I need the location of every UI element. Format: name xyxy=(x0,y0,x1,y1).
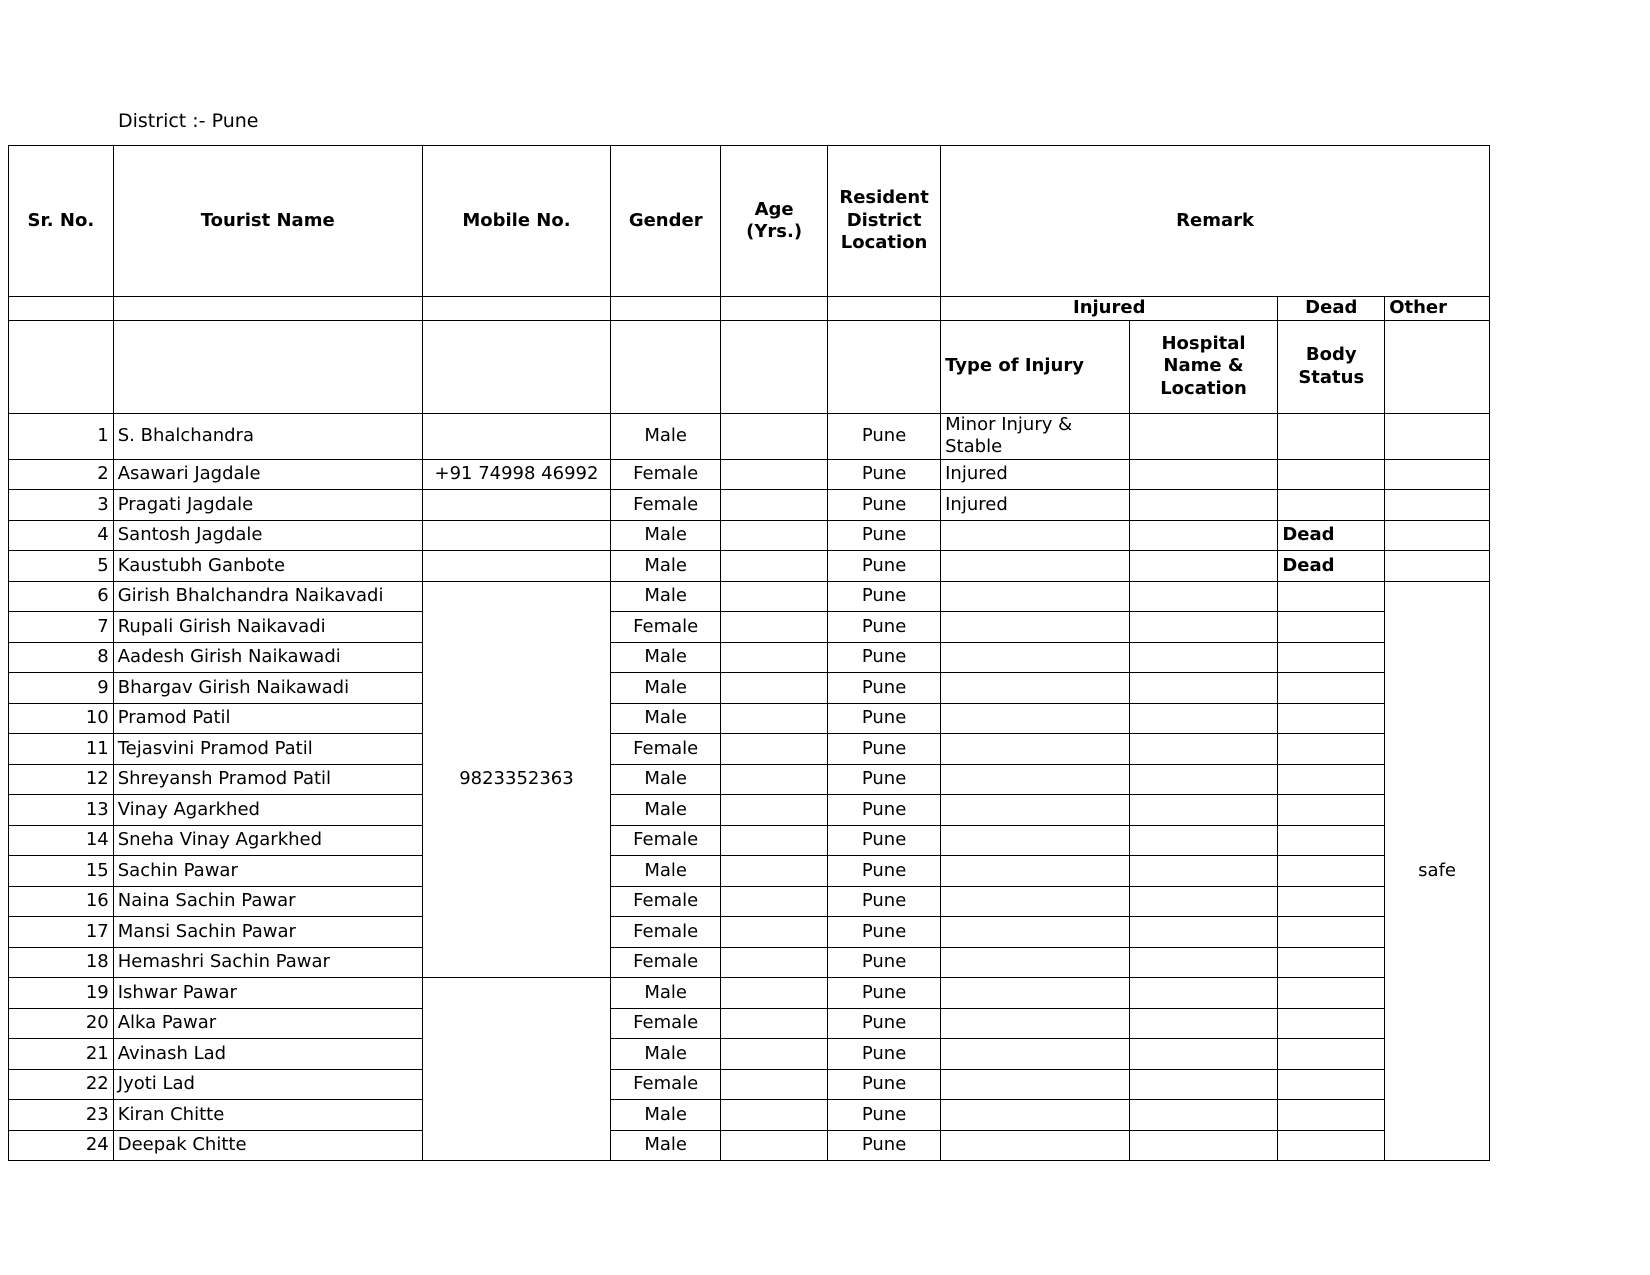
cell-gender: Male xyxy=(611,703,721,734)
cell-hospital xyxy=(1129,1039,1278,1070)
cell-tourist-name: Rupali Girish Naikavadi xyxy=(113,612,422,643)
cell-hospital xyxy=(1129,459,1278,490)
cell-body-status xyxy=(1278,947,1385,978)
table-row xyxy=(9,1069,1490,1100)
cell-sr-no: 21 xyxy=(9,1039,114,1070)
cell-gender: Female xyxy=(611,490,721,521)
header-row-groups xyxy=(9,297,1490,321)
cell-mobile-no xyxy=(422,520,611,551)
cell-age xyxy=(721,1069,828,1100)
cell-age xyxy=(721,459,828,490)
cell-hospital xyxy=(1129,703,1278,734)
cell-sr-no: 1 xyxy=(9,413,114,459)
cell-other xyxy=(1385,520,1490,551)
table-row xyxy=(9,551,1490,582)
header-resident-district-location: Resident District Location xyxy=(828,146,941,297)
cell-gender: Male xyxy=(611,642,721,673)
table-row xyxy=(9,642,1490,673)
table-row xyxy=(9,978,1490,1009)
cell-mobile-no xyxy=(422,551,611,582)
table-row xyxy=(9,795,1490,826)
cell-gender: Male xyxy=(611,581,721,612)
header-injured-group: Injured xyxy=(941,297,1278,321)
cell-gender: Male xyxy=(611,764,721,795)
cell-age xyxy=(721,490,828,521)
cell-age xyxy=(721,886,828,917)
cell-resident: Pune xyxy=(828,703,941,734)
cell-age xyxy=(721,764,828,795)
cell-tourist-name: Avinash Lad xyxy=(113,1039,422,1070)
cell-sr-no: 4 xyxy=(9,520,114,551)
cell-age xyxy=(721,825,828,856)
header-mobile-no: Mobile No. xyxy=(422,146,611,297)
cell-type-of-injury xyxy=(941,581,1130,612)
cell-other xyxy=(1385,490,1490,521)
cell-tourist-name: Sachin Pawar xyxy=(113,856,422,887)
cell-gender: Male xyxy=(611,1100,721,1131)
cell-gender: Male xyxy=(611,413,721,459)
cell-age xyxy=(721,581,828,612)
cell-age xyxy=(721,917,828,948)
header-hospital-name-location: Hospital Name & Location xyxy=(1129,320,1278,413)
cell-hospital xyxy=(1129,520,1278,551)
cell-resident: Pune xyxy=(828,413,941,459)
cell-type-of-injury xyxy=(941,673,1130,704)
cell-sr-no: 8 xyxy=(9,642,114,673)
cell-sr-no: 7 xyxy=(9,612,114,643)
cell-hospital xyxy=(1129,1100,1278,1131)
cell-resident: Pune xyxy=(828,459,941,490)
cell-resident: Pune xyxy=(828,490,941,521)
cell-resident: Pune xyxy=(828,551,941,582)
cell-hospital xyxy=(1129,490,1278,521)
table-row xyxy=(9,886,1490,917)
header-type-of-injury: Type of Injury xyxy=(941,320,1130,413)
cell-hospital xyxy=(1129,581,1278,612)
table-row xyxy=(9,1130,1490,1161)
cell-tourist-name: Vinay Agarkhed xyxy=(113,795,422,826)
cell-tourist-name: Hemashri Sachin Pawar xyxy=(113,947,422,978)
spacer2-sr-no xyxy=(9,320,114,413)
cell-age xyxy=(721,673,828,704)
cell-resident: Pune xyxy=(828,520,941,551)
table-row xyxy=(9,856,1490,887)
cell-body-status xyxy=(1278,1130,1385,1161)
cell-age xyxy=(721,612,828,643)
cell-type-of-injury xyxy=(941,825,1130,856)
cell-body-status xyxy=(1278,413,1385,459)
cell-hospital xyxy=(1129,673,1278,704)
cell-hospital xyxy=(1129,1069,1278,1100)
cell-gender: Female xyxy=(611,825,721,856)
cell-hospital xyxy=(1129,947,1278,978)
cell-tourist-name: Ishwar Pawar xyxy=(113,978,422,1009)
cell-resident: Pune xyxy=(828,734,941,765)
table-row xyxy=(9,612,1490,643)
cell-sr-no: 13 xyxy=(9,795,114,826)
cell-body-status xyxy=(1278,703,1385,734)
cell-body-status: Dead xyxy=(1278,520,1385,551)
cell-body-status xyxy=(1278,673,1385,704)
cell-type-of-injury xyxy=(941,551,1130,582)
cell-sr-no: 23 xyxy=(9,1100,114,1131)
cell-resident: Pune xyxy=(828,642,941,673)
cell-tourist-name: Alka Pawar xyxy=(113,1008,422,1039)
cell-sr-no: 20 xyxy=(9,1008,114,1039)
cell-sr-no: 11 xyxy=(9,734,114,765)
cell-hospital xyxy=(1129,856,1278,887)
cell-resident: Pune xyxy=(828,947,941,978)
cell-body-status xyxy=(1278,764,1385,795)
cell-tourist-name: Kaustubh Ganbote xyxy=(113,551,422,582)
cell-gender: Female xyxy=(611,734,721,765)
header-row-main xyxy=(9,146,1490,297)
header-body-status: Body Status xyxy=(1278,320,1385,413)
cell-tourist-name: Aadesh Girish Naikawadi xyxy=(113,642,422,673)
cell-resident: Pune xyxy=(828,673,941,704)
cell-sr-no: 14 xyxy=(9,825,114,856)
cell-sr-no: 22 xyxy=(9,1069,114,1100)
cell-tourist-name: Jyoti Lad xyxy=(113,1069,422,1100)
cell-tourist-name: Bhargav Girish Naikawadi xyxy=(113,673,422,704)
spacer2-other xyxy=(1385,320,1490,413)
cell-sr-no: 3 xyxy=(9,490,114,521)
cell-type-of-injury xyxy=(941,795,1130,826)
cell-age xyxy=(721,1039,828,1070)
cell-gender: Female xyxy=(611,886,721,917)
cell-resident: Pune xyxy=(828,795,941,826)
cell-hospital xyxy=(1129,917,1278,948)
header-remark: Remark xyxy=(941,146,1490,297)
cell-type-of-injury xyxy=(941,1100,1130,1131)
header-tourist-name: Tourist Name xyxy=(113,146,422,297)
cell-sr-no: 15 xyxy=(9,856,114,887)
cell-gender: Male xyxy=(611,1130,721,1161)
cell-hospital xyxy=(1129,1008,1278,1039)
header-age: Age (Yrs.) xyxy=(721,146,828,297)
cell-hospital xyxy=(1129,825,1278,856)
cell-age xyxy=(721,520,828,551)
header-row-subcolumns xyxy=(9,320,1490,413)
cell-sr-no: 6 xyxy=(9,581,114,612)
cell-other xyxy=(1385,551,1490,582)
cell-body-status xyxy=(1278,1039,1385,1070)
header-other-group: Other xyxy=(1385,297,1490,321)
spacer2-tourist-name xyxy=(113,320,422,413)
table-row xyxy=(9,1039,1490,1070)
cell-type-of-injury xyxy=(941,917,1130,948)
cell-body-status xyxy=(1278,1008,1385,1039)
cell-tourist-name: Kiran Chitte xyxy=(113,1100,422,1131)
cell-mobile-no xyxy=(422,413,611,459)
cell-body-status xyxy=(1278,612,1385,643)
header-dead-group: Dead xyxy=(1278,297,1385,321)
cell-other xyxy=(1385,459,1490,490)
cell-type-of-injury xyxy=(941,1130,1130,1161)
cell-tourist-name: Asawari Jagdale xyxy=(113,459,422,490)
spacer-mobile-no xyxy=(422,297,611,321)
cell-type-of-injury xyxy=(941,978,1130,1009)
cell-hospital xyxy=(1129,764,1278,795)
cell-hospital xyxy=(1129,1130,1278,1161)
spacer2-mobile-no xyxy=(422,320,611,413)
cell-age xyxy=(721,734,828,765)
cell-gender: Male xyxy=(611,856,721,887)
cell-gender: Male xyxy=(611,673,721,704)
cell-type-of-injury xyxy=(941,1008,1130,1039)
cell-hospital xyxy=(1129,886,1278,917)
cell-tourist-name: Pramod Patil xyxy=(113,703,422,734)
spacer-tourist-name xyxy=(113,297,422,321)
cell-tourist-name: Santosh Jagdale xyxy=(113,520,422,551)
cell-resident: Pune xyxy=(828,581,941,612)
cell-mobile-no-merged-empty xyxy=(422,978,611,1161)
cell-gender: Male xyxy=(611,520,721,551)
cell-other xyxy=(1385,413,1490,459)
table-row xyxy=(9,703,1490,734)
cell-gender: Female xyxy=(611,947,721,978)
cell-age xyxy=(721,795,828,826)
table-row xyxy=(9,490,1490,521)
header-sr-no: Sr. No. xyxy=(9,146,114,297)
cell-type-of-injury xyxy=(941,642,1130,673)
table-row xyxy=(9,673,1490,704)
cell-age xyxy=(721,1100,828,1131)
cell-sr-no: 18 xyxy=(9,947,114,978)
cell-type-of-injury xyxy=(941,886,1130,917)
cell-body-status xyxy=(1278,734,1385,765)
cell-sr-no: 9 xyxy=(9,673,114,704)
cell-body-status xyxy=(1278,856,1385,887)
cell-sr-no: 10 xyxy=(9,703,114,734)
header-gender: Gender xyxy=(611,146,721,297)
cell-sr-no: 12 xyxy=(9,764,114,795)
cell-resident: Pune xyxy=(828,856,941,887)
spacer-gender xyxy=(611,297,721,321)
cell-resident: Pune xyxy=(828,978,941,1009)
cell-hospital xyxy=(1129,612,1278,643)
cell-sr-no: 2 xyxy=(9,459,114,490)
cell-resident: Pune xyxy=(828,764,941,795)
cell-body-status xyxy=(1278,1100,1385,1131)
spacer2-resident xyxy=(828,320,941,413)
cell-body-status xyxy=(1278,1069,1385,1100)
cell-tourist-name: Deepak Chitte xyxy=(113,1130,422,1161)
cell-resident: Pune xyxy=(828,612,941,643)
cell-type-of-injury: Injured xyxy=(941,490,1130,521)
cell-body-status xyxy=(1278,795,1385,826)
cell-age xyxy=(721,703,828,734)
spacer-age xyxy=(721,297,828,321)
cell-type-of-injury xyxy=(941,856,1130,887)
cell-resident: Pune xyxy=(828,1039,941,1070)
cell-age xyxy=(721,1130,828,1161)
cell-resident: Pune xyxy=(828,825,941,856)
cell-body-status xyxy=(1278,978,1385,1009)
table-row xyxy=(9,459,1490,490)
cell-body-status xyxy=(1278,642,1385,673)
table-body xyxy=(9,146,1490,1161)
table-row xyxy=(9,413,1490,459)
cell-tourist-name: Girish Bhalchandra Naikavadi xyxy=(113,581,422,612)
cell-body-status xyxy=(1278,917,1385,948)
cell-type-of-injury xyxy=(941,734,1130,765)
cell-hospital xyxy=(1129,642,1278,673)
spacer-sr-no xyxy=(9,297,114,321)
district-label: District :- Pune xyxy=(118,110,259,132)
cell-type-of-injury: Minor Injury & Stable xyxy=(941,413,1130,459)
table-row xyxy=(9,917,1490,948)
cell-tourist-name: Mansi Sachin Pawar xyxy=(113,917,422,948)
table-row xyxy=(9,734,1490,765)
cell-body-status xyxy=(1278,459,1385,490)
table-row xyxy=(9,825,1490,856)
table-row xyxy=(9,764,1490,795)
cell-resident: Pune xyxy=(828,1130,941,1161)
cell-body-status xyxy=(1278,581,1385,612)
cell-resident: Pune xyxy=(828,1008,941,1039)
spacer2-age xyxy=(721,320,828,413)
table-row xyxy=(9,520,1490,551)
spacer-resident xyxy=(828,297,941,321)
cell-type-of-injury xyxy=(941,520,1130,551)
cell-mobile-no: +91 74998 46992 xyxy=(422,459,611,490)
cell-other-merged: safe xyxy=(1385,581,1490,1161)
cell-type-of-injury xyxy=(941,1039,1130,1070)
cell-gender: Male xyxy=(611,795,721,826)
cell-mobile-no-merged: 9823352363 xyxy=(422,581,611,978)
cell-hospital xyxy=(1129,795,1278,826)
cell-tourist-name: Tejasvini Pramod Patil xyxy=(113,734,422,765)
cell-tourist-name: Sneha Vinay Agarkhed xyxy=(113,825,422,856)
cell-resident: Pune xyxy=(828,1100,941,1131)
cell-tourist-name: S. Bhalchandra xyxy=(113,413,422,459)
table-row xyxy=(9,581,1490,612)
cell-gender: Female xyxy=(611,1069,721,1100)
cell-resident: Pune xyxy=(828,917,941,948)
cell-tourist-name: Naina Sachin Pawar xyxy=(113,886,422,917)
cell-age xyxy=(721,413,828,459)
cell-body-status xyxy=(1278,490,1385,521)
cell-hospital xyxy=(1129,734,1278,765)
cell-age xyxy=(721,1008,828,1039)
cell-sr-no: 24 xyxy=(9,1130,114,1161)
cell-gender: Female xyxy=(611,459,721,490)
cell-gender: Female xyxy=(611,1008,721,1039)
cell-sr-no: 5 xyxy=(9,551,114,582)
cell-type-of-injury: Injured xyxy=(941,459,1130,490)
cell-type-of-injury xyxy=(941,612,1130,643)
cell-body-status xyxy=(1278,886,1385,917)
spacer2-gender xyxy=(611,320,721,413)
cell-gender: Female xyxy=(611,612,721,643)
cell-type-of-injury xyxy=(941,947,1130,978)
cell-body-status: Dead xyxy=(1278,551,1385,582)
cell-type-of-injury xyxy=(941,703,1130,734)
cell-age xyxy=(721,642,828,673)
cell-resident: Pune xyxy=(828,1069,941,1100)
cell-hospital xyxy=(1129,413,1278,459)
table-row xyxy=(9,1100,1490,1131)
tourist-casualty-table xyxy=(8,145,1490,1161)
cell-gender: Male xyxy=(611,978,721,1009)
table-row xyxy=(9,947,1490,978)
cell-gender: Male xyxy=(611,1039,721,1070)
cell-body-status xyxy=(1278,825,1385,856)
cell-age xyxy=(721,856,828,887)
cell-sr-no: 19 xyxy=(9,978,114,1009)
cell-mobile-no xyxy=(422,490,611,521)
cell-sr-no: 16 xyxy=(9,886,114,917)
cell-sr-no: 17 xyxy=(9,917,114,948)
cell-tourist-name: Pragati Jagdale xyxy=(113,490,422,521)
cell-resident: Pune xyxy=(828,886,941,917)
cell-type-of-injury xyxy=(941,1069,1130,1100)
table-row xyxy=(9,1008,1490,1039)
cell-tourist-name: Shreyansh Pramod Patil xyxy=(113,764,422,795)
cell-hospital xyxy=(1129,551,1278,582)
cell-age xyxy=(721,978,828,1009)
cell-gender: Male xyxy=(611,551,721,582)
cell-gender: Female xyxy=(611,917,721,948)
cell-hospital xyxy=(1129,978,1278,1009)
cell-age xyxy=(721,947,828,978)
cell-age xyxy=(721,551,828,582)
cell-type-of-injury xyxy=(941,764,1130,795)
